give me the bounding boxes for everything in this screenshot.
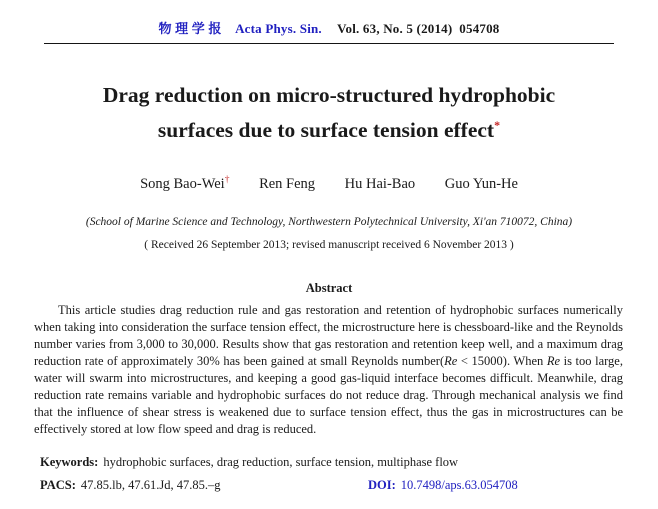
- paper-title-line2: surfaces due to surface tension effect: [157, 118, 495, 143]
- journal-name-english: Acta Phys. Sin.: [235, 21, 322, 36]
- paper-title-line1: Drag reduction on micro-structured hydrophobic: [102, 83, 556, 107]
- received-dates: ( Received 26 September 2013; revised manuscript received 6 November 2013 ): [144, 238, 514, 251]
- author-name: Hu Hai-Bao: [344, 175, 416, 192]
- journal-issue-info: Vol. 63, No. 5 (2014) 054708: [337, 21, 500, 36]
- author-name: Ren Feng: [259, 175, 316, 192]
- author-name: Guo Yun-He: [444, 175, 518, 192]
- pacs-text: 47.85.lb, 47.61.Jd, 47.85.–g: [80, 477, 221, 492]
- paper-title: [30, 80, 628, 145]
- journal-name-chinese: 物 理 学 报: [158, 21, 222, 36]
- keywords-label: Keywords:: [40, 454, 99, 469]
- author-name: Song Bao-Wei†: [140, 175, 230, 192]
- keywords-line: [40, 455, 622, 470]
- abstract-text: This article studies drag reduction rule and gas restoration and retention of hydrophobic surfaces numerically when taking into consideration the surface tension effect, the microstructure here is chessboard-like and the Reynolds number varies from 3,000 to 30,000. Results show that gas restoration and retention keep well, and a maximum drag reduction rate of approximately 30% has been gained at small Reynolds number(Re < 15000). When Re is too large, water will swarm into microstructures, and keeping a good gas-liquid interface becomes difficult. Meanwhile, drag reduction rate remains variable and hydrophobic surfaces do not reduce drag. Through mechanical analysis we find that the influence of shear stress is weakened due to surface tension effect, thus the gas in microstructures can be effectively stored at low flow speed and drag is reduced.: [34, 302, 623, 436]
- doi-link[interactable]: 10.7498/aps.63.054708: [400, 477, 518, 492]
- pacs-label: PACS:: [40, 477, 76, 492]
- running-header: [0, 0, 658, 37]
- author-list: [0, 175, 658, 193]
- affiliation: (School of Marine Science and Technology, Northwestern Polytechnical University, Xi'an 710072, China): [85, 215, 573, 228]
- title-footnote-marker: *: [494, 118, 501, 132]
- keywords-text: hydrophobic surfaces, drag reduction, surface tension, multiphase flow: [103, 454, 459, 469]
- doi-label: DOI:: [368, 477, 396, 492]
- header-rule: [44, 43, 614, 44]
- abstract-heading: Abstract: [305, 280, 353, 295]
- doi-block: [368, 478, 518, 493]
- pacs-doi-line: [40, 478, 622, 495]
- corresponding-author-marker: †: [224, 175, 230, 186]
